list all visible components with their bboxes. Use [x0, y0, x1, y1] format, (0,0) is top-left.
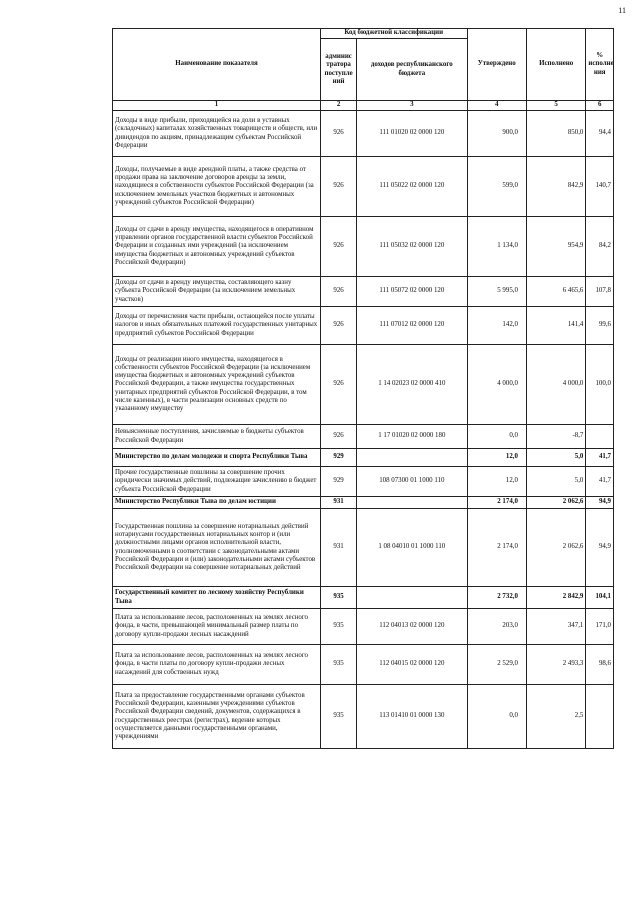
admin-code-cell: 926 [321, 425, 357, 449]
indicator-name-cell: Плата за использование лесов, расположенных на землях лесного фонда, в части платы по договору купли-продажи лесных насаждений для собственных нужд [113, 645, 321, 685]
approved-cell: 599,0 [467, 157, 526, 217]
approved-cell: 4 000,0 [467, 345, 526, 425]
percent-cell: 94,4 [586, 111, 614, 157]
table-row [113, 467, 614, 497]
table-row [113, 307, 614, 345]
percent-cell: 99,6 [586, 307, 614, 345]
header-admin-code: админис тратора поступле ний [321, 39, 357, 101]
executed-cell: 4 000,0 [526, 345, 585, 425]
approved-cell: 2 732,0 [467, 587, 526, 609]
approved-cell: 1 134,0 [467, 217, 526, 277]
revenue-code-cell: 1 17 01020 02 0000 180 [357, 425, 467, 449]
column-index-row [113, 101, 614, 111]
indicator-name-cell: Невыясненные поступления, зачисляемые в бюджеты субъектов Российской Федерации [113, 425, 321, 449]
executed-cell: 2 842,9 [526, 587, 585, 609]
indicator-name-cell: Доходы от сдачи в аренду имущества, находящегося в оперативном управлении органов государственной власти субъектов Российской Федерации и созданных ими учреждений (за исключением имущества бюджетных и автономных учреждений субъектов Российской Федерации) [113, 217, 321, 277]
revenue-code-cell [357, 449, 467, 467]
approved-cell: 0,0 [467, 425, 526, 449]
indicator-name-cell: Государственная пошлина за совершение нотариальных действий нотариусами государственных нотариальных контор и (или должностными лицами органов исполнительной власти, уполномоченными в соответствии с законодательными актами Российской Федерации и (или) законодательными актами субъектов Российской Федерации на совершение нотариальных действий [113, 509, 321, 587]
table-row [113, 217, 614, 277]
executed-cell: 347,1 [526, 609, 585, 645]
table-row [113, 609, 614, 645]
approved-cell: 5 995,0 [467, 277, 526, 307]
approved-cell: 2 174,0 [467, 497, 526, 509]
admin-code-cell: 926 [321, 217, 357, 277]
table-row [113, 497, 614, 509]
percent-cell: 94,9 [586, 497, 614, 509]
revenue-code-cell: 111 05032 02 0000 120 [357, 217, 467, 277]
revenue-code-cell: 1 14 02023 02 0000 410 [357, 345, 467, 425]
revenue-code-cell: 113 01410 01 0000 130 [357, 685, 467, 749]
percent-cell: 98,6 [586, 645, 614, 685]
header-approved: Утверждено [467, 29, 526, 101]
executed-cell: 2 062,6 [526, 497, 585, 509]
header-indicator-name: Наименование показателя [113, 29, 321, 101]
executed-cell: 2,5 [526, 685, 585, 749]
percent-cell: 107,8 [586, 277, 614, 307]
percent-cell [586, 425, 614, 449]
admin-code-cell: 931 [321, 497, 357, 509]
executed-cell: 2 062,6 [526, 509, 585, 587]
approved-cell: 2 174,0 [467, 509, 526, 587]
admin-code-cell: 926 [321, 345, 357, 425]
table-row [113, 645, 614, 685]
admin-code-cell: 935 [321, 685, 357, 749]
column-index: 4 [467, 101, 526, 111]
executed-cell: 2 493,3 [526, 645, 585, 685]
admin-code-cell: 926 [321, 277, 357, 307]
column-index: 6 [586, 101, 614, 111]
indicator-name-cell: Плата за использование лесов, расположенных на землях лесного фонда, в части, превышающей минимальный размер платы по договору купли-продажи лесных насаждений [113, 609, 321, 645]
table-row [113, 111, 614, 157]
indicator-name-cell: Плата за предоставление государственными органами субъектов Российской Федерации, казенными учреждениями субъектов Российской Федерации сведений, документов, содержащихся в государственных реестрах (регистрах), ведение которых осуществляется данными государственными органами, учреждениями [113, 685, 321, 749]
percent-cell: 100,0 [586, 345, 614, 425]
executed-cell: 5,0 [526, 467, 585, 497]
header-budget-code-group: Код бюджетной классификации [321, 29, 467, 39]
page-number: 11 [618, 6, 626, 15]
revenue-code-cell [357, 587, 467, 609]
budget-table [112, 28, 614, 749]
column-index: 5 [526, 101, 585, 111]
admin-code-cell: 929 [321, 467, 357, 497]
indicator-name-cell: Доходы, получаемые в виде арендной платы, а также средства от продажи права на заключение договоров аренды за земли, находящиеся в собственности субъектов Российской Федерации (за исключением земельных участков бюджетных и автономных учреждений субъектов Российской Федерации) [113, 157, 321, 217]
admin-code-cell: 935 [321, 587, 357, 609]
executed-cell: 842,9 [526, 157, 585, 217]
indicator-name-cell: Доходы от перечисления части прибыли, остающейся после уплаты налогов и иных обязательных платежей государственных унитарных предприятий субъектов Российской Федерации [113, 307, 321, 345]
table-row [113, 277, 614, 307]
header-executed: Исполнено [526, 29, 585, 101]
column-index: 1 [113, 101, 321, 111]
approved-cell: 12,0 [467, 449, 526, 467]
table-row [113, 157, 614, 217]
column-index: 2 [321, 101, 357, 111]
admin-code-cell: 926 [321, 157, 357, 217]
table-row [113, 587, 614, 609]
approved-cell: 203,0 [467, 609, 526, 645]
executed-cell: 954,9 [526, 217, 585, 277]
revenue-code-cell: 1 08 04010 01 1000 110 [357, 509, 467, 587]
percent-cell: 94,9 [586, 509, 614, 587]
revenue-code-cell: 112 04015 02 0000 120 [357, 645, 467, 685]
revenue-code-cell: 111 01020 02 0000 120 [357, 111, 467, 157]
admin-code-cell: 926 [321, 307, 357, 345]
admin-code-cell: 931 [321, 509, 357, 587]
revenue-code-cell: 111 05072 02 0000 120 [357, 277, 467, 307]
admin-code-cell: 935 [321, 609, 357, 645]
executed-cell: 850,0 [526, 111, 585, 157]
column-index: 3 [357, 101, 467, 111]
indicator-name-cell: Доходы в виде прибыли, приходящейся на доли в уставных (складочных) капиталах хозяйственных товариществ и обществ, или дивидендов по акциям, принадлежащим субъектам Российской Федерации [113, 111, 321, 157]
percent-cell: 171,0 [586, 609, 614, 645]
approved-cell: 142,0 [467, 307, 526, 345]
admin-code-cell: 935 [321, 645, 357, 685]
table-row [113, 345, 614, 425]
executed-cell: 6 465,6 [526, 277, 585, 307]
table-row [113, 425, 614, 449]
approved-cell: 0,0 [467, 685, 526, 749]
header-percent: % исполне ния [586, 29, 614, 101]
revenue-code-cell: 111 07012 02 0000 120 [357, 307, 467, 345]
header-revenue-code: доходов республиканского бюджета [357, 39, 467, 101]
table-row [113, 509, 614, 587]
approved-cell: 900,0 [467, 111, 526, 157]
executed-cell: 141,4 [526, 307, 585, 345]
admin-code-cell: 929 [321, 449, 357, 467]
executed-cell: -8,7 [526, 425, 585, 449]
table-row [113, 449, 614, 467]
revenue-code-cell: 112 04013 02 0000 120 [357, 609, 467, 645]
indicator-name-cell: Доходы от реализации иного имущества, находящегося в собственности субъектов Российской Федерации (за исключением имущества бюджетных и автономных учреждений субъектов Российской Федерации, а также имущества государственных унитарных предприятий субъектов Российской Федерации, в том числе казенных), в части реализации основных средств по указанному имуществу [113, 345, 321, 425]
indicator-name-cell: Министерство Республики Тыва по делам юстиции [113, 497, 321, 509]
percent-cell [586, 685, 614, 749]
indicator-name-cell: Прочие государственные пошлины за совершение прочих юридически значимых действий, подлежащие зачислению в бюджет субъекта Российской Федерации [113, 467, 321, 497]
admin-code-cell: 926 [321, 111, 357, 157]
revenue-code-cell: 108 07300 01 1000 110 [357, 467, 467, 497]
indicator-name-cell: Министерство по делам молодежи и спорта Республики Тыва [113, 449, 321, 467]
executed-cell: 5,0 [526, 449, 585, 467]
indicator-name-cell: Доходы от сдачи в аренду имущества, составляющего казну субъекта Российской Федерации (за исключением земельных участков) [113, 277, 321, 307]
approved-cell: 2 529,0 [467, 645, 526, 685]
table-row [113, 685, 614, 749]
percent-cell: 41,7 [586, 467, 614, 497]
revenue-code-cell [357, 497, 467, 509]
percent-cell: 104,1 [586, 587, 614, 609]
approved-cell: 12,0 [467, 467, 526, 497]
percent-cell: 41,7 [586, 449, 614, 467]
percent-cell: 84,2 [586, 217, 614, 277]
percent-cell: 140,7 [586, 157, 614, 217]
indicator-name-cell: Государственный комитет по лесному хозяйству Республики Тыва [113, 587, 321, 609]
revenue-code-cell: 111 05022 02 0000 120 [357, 157, 467, 217]
